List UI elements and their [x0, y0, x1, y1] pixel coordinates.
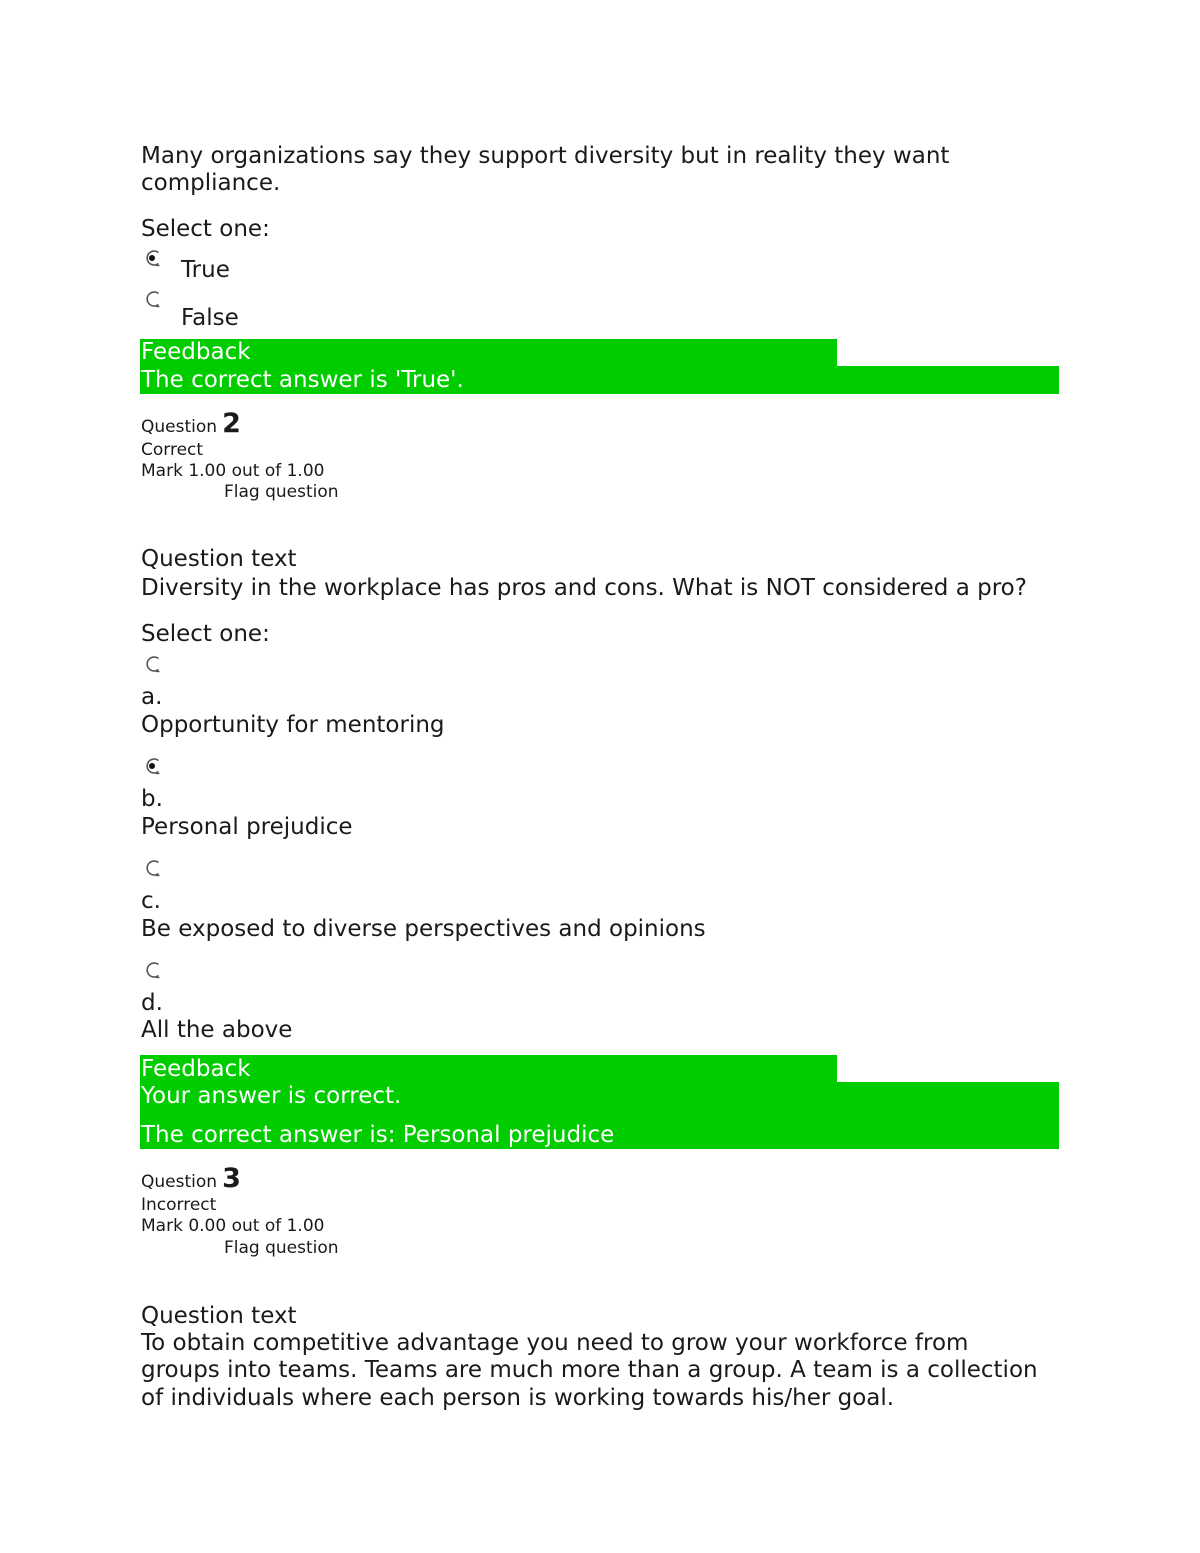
radio-unselected-icon[interactable]: [143, 654, 163, 674]
q2-header: [141, 408, 241, 439]
feedback-line: The correct answer is: Personal prejudice: [141, 1122, 615, 1148]
radio-unselected-icon[interactable]: [143, 858, 163, 878]
option-label: All the above: [141, 1017, 293, 1043]
q3-status: Incorrect: [141, 1195, 217, 1215]
q3-header: [141, 1163, 241, 1194]
option-label: Personal prejudice: [141, 814, 353, 840]
option-letter: b.: [141, 786, 163, 812]
feedback-title: Feedback: [141, 339, 251, 365]
q3-question-text-line: groups into teams. Teams are much more than a group. A team is a collection: [141, 1357, 1038, 1383]
q3-flag-question[interactable]: Flag question: [224, 1238, 339, 1258]
q3-question-text-label: Question text: [141, 1303, 297, 1329]
q3-question-text-line: of individuals where each person is working towards his/her goal.: [141, 1385, 895, 1411]
q2-question-text-label: Question text: [141, 546, 297, 572]
question-number: 2: [222, 408, 241, 439]
radio-unselected-icon[interactable]: [143, 960, 163, 980]
question-label: Question: [141, 1172, 218, 1192]
q1-text-line-1: Many organizations say they support diversity but in reality they want: [141, 143, 950, 169]
option-letter: d.: [141, 990, 163, 1016]
question-label: Question: [141, 417, 218, 437]
radio-unselected-icon[interactable]: [143, 289, 163, 309]
q2-status: Correct: [141, 440, 204, 460]
q1-option-label: False: [181, 305, 239, 331]
q2-mark: Mark 1.00 out of 1.00: [141, 461, 325, 481]
option-label: Opportunity for mentoring: [141, 712, 445, 738]
q3-mark: Mark 0.00 out of 1.00: [141, 1216, 325, 1236]
q1-option-label: True: [181, 257, 230, 283]
q3-question-text-line: To obtain competitive advantage you need to grow your workforce from: [141, 1330, 969, 1356]
q1-text-line-2: compliance.: [141, 170, 281, 196]
q2-flag-question[interactable]: Flag question: [224, 482, 339, 502]
radio-selected-icon[interactable]: [143, 756, 163, 776]
option-letter: c.: [141, 888, 161, 914]
feedback-line: Your answer is correct.: [141, 1083, 402, 1109]
q2-question-text: Diversity in the workplace has pros and cons. What is NOT considered a pro?: [141, 575, 1027, 601]
feedback-title: Feedback: [141, 1056, 251, 1082]
option-letter: a.: [141, 684, 163, 710]
q1-select-label: Select one:: [141, 216, 270, 242]
q2-select-label: Select one:: [141, 621, 270, 647]
option-label: Be exposed to diverse perspectives and opinions: [141, 916, 706, 942]
radio-selected-icon[interactable]: [143, 248, 163, 268]
question-number: 3: [222, 1163, 241, 1194]
feedback-line: The correct answer is 'True'.: [141, 367, 464, 393]
